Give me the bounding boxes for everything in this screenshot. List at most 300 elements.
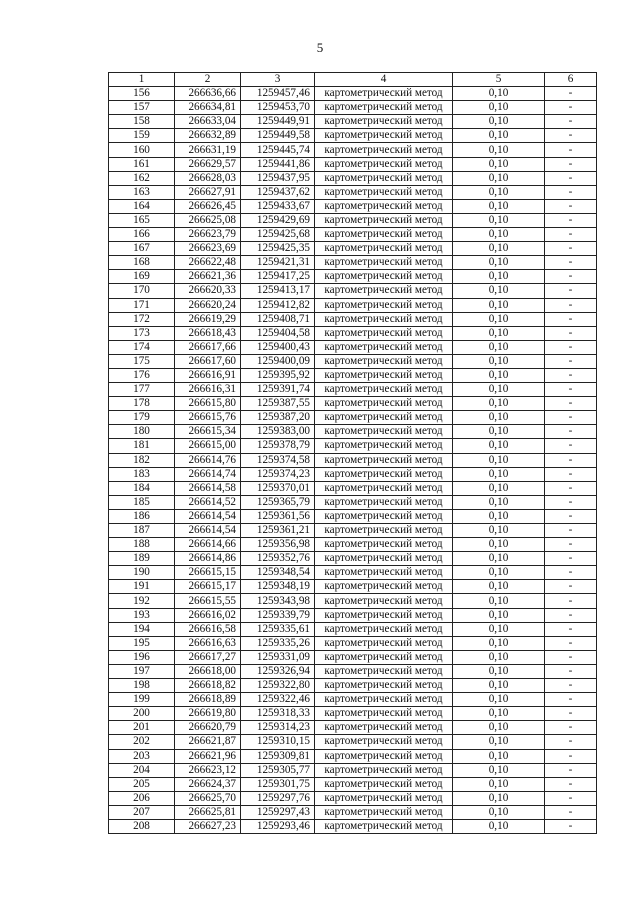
point-number-cell: 156 bbox=[109, 87, 175, 101]
x-coordinate-cell: 266619,29 bbox=[175, 312, 241, 326]
note-cell: - bbox=[545, 467, 597, 481]
y-coordinate-cell: 1259457,46 bbox=[241, 87, 315, 101]
x-coordinate-cell: 266614,66 bbox=[175, 538, 241, 552]
x-coordinate-cell: 266615,15 bbox=[175, 566, 241, 580]
accuracy-cell: 0,10 bbox=[453, 552, 545, 566]
note-cell: - bbox=[545, 580, 597, 594]
note-cell: - bbox=[545, 228, 597, 242]
point-number-cell: 165 bbox=[109, 213, 175, 227]
table-row bbox=[109, 481, 597, 495]
method-cell: картометрический метод bbox=[315, 805, 453, 819]
method-cell: картометрический метод bbox=[315, 524, 453, 538]
header-col-5: 5 bbox=[453, 73, 545, 87]
accuracy-cell: 0,10 bbox=[453, 228, 545, 242]
table-row bbox=[109, 185, 597, 199]
note-cell: - bbox=[545, 594, 597, 608]
table-row bbox=[109, 157, 597, 171]
accuracy-cell: 0,10 bbox=[453, 383, 545, 397]
note-cell: - bbox=[545, 495, 597, 509]
y-coordinate-cell: 1259445,74 bbox=[241, 143, 315, 157]
point-number-cell: 191 bbox=[109, 580, 175, 594]
point-number-cell: 204 bbox=[109, 763, 175, 777]
note-cell: - bbox=[545, 143, 597, 157]
point-number-cell: 207 bbox=[109, 805, 175, 819]
accuracy-cell: 0,10 bbox=[453, 735, 545, 749]
point-number-cell: 198 bbox=[109, 679, 175, 693]
accuracy-cell: 0,10 bbox=[453, 594, 545, 608]
x-coordinate-cell: 266616,58 bbox=[175, 622, 241, 636]
accuracy-cell: 0,10 bbox=[453, 622, 545, 636]
table-row bbox=[109, 707, 597, 721]
accuracy-cell: 0,10 bbox=[453, 87, 545, 101]
note-cell: - bbox=[545, 707, 597, 721]
table-row bbox=[109, 495, 597, 509]
y-coordinate-cell: 1259374,23 bbox=[241, 467, 315, 481]
y-coordinate-cell: 1259395,92 bbox=[241, 368, 315, 382]
method-cell: картометрический метод bbox=[315, 101, 453, 115]
point-number-cell: 171 bbox=[109, 298, 175, 312]
point-number-cell: 185 bbox=[109, 495, 175, 509]
x-coordinate-cell: 266626,45 bbox=[175, 199, 241, 213]
x-coordinate-cell: 266627,23 bbox=[175, 819, 241, 833]
method-cell: картометрический метод bbox=[315, 284, 453, 298]
accuracy-cell: 0,10 bbox=[453, 693, 545, 707]
x-coordinate-cell: 266625,70 bbox=[175, 791, 241, 805]
method-cell: картометрический метод bbox=[315, 213, 453, 227]
x-coordinate-cell: 266634,81 bbox=[175, 101, 241, 115]
table-row bbox=[109, 213, 597, 227]
note-cell: - bbox=[545, 538, 597, 552]
note-cell: - bbox=[545, 524, 597, 538]
table-row bbox=[109, 594, 597, 608]
method-cell: картометрический метод bbox=[315, 819, 453, 833]
point-number-cell: 186 bbox=[109, 509, 175, 523]
y-coordinate-cell: 1259310,15 bbox=[241, 735, 315, 749]
point-number-cell: 172 bbox=[109, 312, 175, 326]
accuracy-cell: 0,10 bbox=[453, 425, 545, 439]
point-number-cell: 189 bbox=[109, 552, 175, 566]
method-cell: картометрический метод bbox=[315, 707, 453, 721]
x-coordinate-cell: 266621,96 bbox=[175, 749, 241, 763]
coordinates-table bbox=[108, 72, 597, 834]
x-coordinate-cell: 266618,00 bbox=[175, 664, 241, 678]
note-cell: - bbox=[545, 566, 597, 580]
x-coordinate-cell: 266619,80 bbox=[175, 707, 241, 721]
table-row bbox=[109, 383, 597, 397]
method-cell: картометрический метод bbox=[315, 763, 453, 777]
method-cell: картометрический метод bbox=[315, 354, 453, 368]
header-col-4: 4 bbox=[315, 73, 453, 87]
y-coordinate-cell: 1259318,33 bbox=[241, 707, 315, 721]
point-number-cell: 208 bbox=[109, 819, 175, 833]
y-coordinate-cell: 1259348,19 bbox=[241, 580, 315, 594]
y-coordinate-cell: 1259309,81 bbox=[241, 749, 315, 763]
x-coordinate-cell: 266625,81 bbox=[175, 805, 241, 819]
point-number-cell: 161 bbox=[109, 157, 175, 171]
table-row bbox=[109, 411, 597, 425]
y-coordinate-cell: 1259453,70 bbox=[241, 101, 315, 115]
point-number-cell: 162 bbox=[109, 171, 175, 185]
note-cell: - bbox=[545, 481, 597, 495]
point-number-cell: 178 bbox=[109, 397, 175, 411]
accuracy-cell: 0,10 bbox=[453, 749, 545, 763]
y-coordinate-cell: 1259437,95 bbox=[241, 171, 315, 185]
note-cell: - bbox=[545, 411, 597, 425]
x-coordinate-cell: 266615,17 bbox=[175, 580, 241, 594]
y-coordinate-cell: 1259343,98 bbox=[241, 594, 315, 608]
method-cell: картометрический метод bbox=[315, 636, 453, 650]
note-cell: - bbox=[545, 608, 597, 622]
x-coordinate-cell: 266615,00 bbox=[175, 439, 241, 453]
table-row bbox=[109, 298, 597, 312]
table-row bbox=[109, 101, 597, 115]
table-row bbox=[109, 552, 597, 566]
point-number-cell: 166 bbox=[109, 228, 175, 242]
y-coordinate-cell: 1259322,46 bbox=[241, 693, 315, 707]
note-cell: - bbox=[545, 763, 597, 777]
point-number-cell: 197 bbox=[109, 664, 175, 678]
method-cell: картометрический метод bbox=[315, 439, 453, 453]
method-cell: картометрический метод bbox=[315, 509, 453, 523]
y-coordinate-cell: 1259322,80 bbox=[241, 679, 315, 693]
table-row bbox=[109, 354, 597, 368]
method-cell: картометрический метод bbox=[315, 749, 453, 763]
point-number-cell: 205 bbox=[109, 777, 175, 791]
accuracy-cell: 0,10 bbox=[453, 439, 545, 453]
y-coordinate-cell: 1259297,43 bbox=[241, 805, 315, 819]
table-row bbox=[109, 199, 597, 213]
table-row bbox=[109, 608, 597, 622]
table-row bbox=[109, 256, 597, 270]
x-coordinate-cell: 266617,66 bbox=[175, 340, 241, 354]
accuracy-cell: 0,10 bbox=[453, 270, 545, 284]
accuracy-cell: 0,10 bbox=[453, 242, 545, 256]
method-cell: картометрический метод bbox=[315, 242, 453, 256]
point-number-cell: 193 bbox=[109, 608, 175, 622]
accuracy-cell: 0,10 bbox=[453, 509, 545, 523]
y-coordinate-cell: 1259361,56 bbox=[241, 509, 315, 523]
method-cell: картометрический метод bbox=[315, 340, 453, 354]
point-number-cell: 174 bbox=[109, 340, 175, 354]
accuracy-cell: 0,10 bbox=[453, 397, 545, 411]
x-coordinate-cell: 266631,19 bbox=[175, 143, 241, 157]
x-coordinate-cell: 266623,12 bbox=[175, 763, 241, 777]
method-cell: картометрический метод bbox=[315, 199, 453, 213]
accuracy-cell: 0,10 bbox=[453, 763, 545, 777]
y-coordinate-cell: 1259297,76 bbox=[241, 791, 315, 805]
table-row bbox=[109, 326, 597, 340]
note-cell: - bbox=[545, 185, 597, 199]
method-cell: картометрический метод bbox=[315, 425, 453, 439]
table-row bbox=[109, 87, 597, 101]
method-cell: картометрический метод bbox=[315, 580, 453, 594]
accuracy-cell: 0,10 bbox=[453, 679, 545, 693]
method-cell: картометрический метод bbox=[315, 185, 453, 199]
y-coordinate-cell: 1259301,75 bbox=[241, 777, 315, 791]
note-cell: - bbox=[545, 326, 597, 340]
point-number-cell: 182 bbox=[109, 453, 175, 467]
accuracy-cell: 0,10 bbox=[453, 368, 545, 382]
accuracy-cell: 0,10 bbox=[453, 326, 545, 340]
table-row bbox=[109, 340, 597, 354]
note-cell: - bbox=[545, 664, 597, 678]
method-cell: картометрический метод bbox=[315, 777, 453, 791]
method-cell: картометрический метод bbox=[315, 87, 453, 101]
accuracy-cell: 0,10 bbox=[453, 538, 545, 552]
method-cell: картометрический метод bbox=[315, 129, 453, 143]
point-number-cell: 164 bbox=[109, 199, 175, 213]
accuracy-cell: 0,10 bbox=[453, 185, 545, 199]
point-number-cell: 175 bbox=[109, 354, 175, 368]
note-cell: - bbox=[545, 199, 597, 213]
point-number-cell: 181 bbox=[109, 439, 175, 453]
x-coordinate-cell: 266616,02 bbox=[175, 608, 241, 622]
method-cell: картометрический метод bbox=[315, 481, 453, 495]
note-cell: - bbox=[545, 721, 597, 735]
x-coordinate-cell: 266625,08 bbox=[175, 213, 241, 227]
table-row bbox=[109, 439, 597, 453]
note-cell: - bbox=[545, 397, 597, 411]
method-cell: картометрический метод bbox=[315, 608, 453, 622]
method-cell: картометрический метод bbox=[315, 495, 453, 509]
x-coordinate-cell: 266618,43 bbox=[175, 326, 241, 340]
y-coordinate-cell: 1259383,00 bbox=[241, 425, 315, 439]
note-cell: - bbox=[545, 115, 597, 129]
y-coordinate-cell: 1259339,79 bbox=[241, 608, 315, 622]
point-number-cell: 168 bbox=[109, 256, 175, 270]
point-number-cell: 159 bbox=[109, 129, 175, 143]
note-cell: - bbox=[545, 425, 597, 439]
accuracy-cell: 0,10 bbox=[453, 453, 545, 467]
x-coordinate-cell: 266623,79 bbox=[175, 228, 241, 242]
point-number-cell: 188 bbox=[109, 538, 175, 552]
note-cell: - bbox=[545, 101, 597, 115]
method-cell: картометрический метод bbox=[315, 256, 453, 270]
accuracy-cell: 0,10 bbox=[453, 298, 545, 312]
method-cell: картометрический метод bbox=[315, 383, 453, 397]
x-coordinate-cell: 266615,34 bbox=[175, 425, 241, 439]
table-row bbox=[109, 467, 597, 481]
x-coordinate-cell: 266629,57 bbox=[175, 157, 241, 171]
point-number-cell: 177 bbox=[109, 383, 175, 397]
table-body bbox=[109, 87, 597, 834]
x-coordinate-cell: 266615,76 bbox=[175, 411, 241, 425]
method-cell: картометрический метод bbox=[315, 453, 453, 467]
accuracy-cell: 0,10 bbox=[453, 721, 545, 735]
x-coordinate-cell: 266620,79 bbox=[175, 721, 241, 735]
accuracy-cell: 0,10 bbox=[453, 256, 545, 270]
y-coordinate-cell: 1259400,43 bbox=[241, 340, 315, 354]
note-cell: - bbox=[545, 679, 597, 693]
accuracy-cell: 0,10 bbox=[453, 650, 545, 664]
note-cell: - bbox=[545, 622, 597, 636]
header-col-1: 1 bbox=[109, 73, 175, 87]
accuracy-cell: 0,10 bbox=[453, 791, 545, 805]
point-number-cell: 199 bbox=[109, 693, 175, 707]
y-coordinate-cell: 1259387,55 bbox=[241, 397, 315, 411]
x-coordinate-cell: 266632,89 bbox=[175, 129, 241, 143]
note-cell: - bbox=[545, 87, 597, 101]
y-coordinate-cell: 1259421,31 bbox=[241, 256, 315, 270]
point-number-cell: 170 bbox=[109, 284, 175, 298]
method-cell: картометрический метод bbox=[315, 397, 453, 411]
note-cell: - bbox=[545, 340, 597, 354]
table-row bbox=[109, 777, 597, 791]
method-cell: картометрический метод bbox=[315, 664, 453, 678]
method-cell: картометрический метод bbox=[315, 791, 453, 805]
table-row bbox=[109, 622, 597, 636]
x-coordinate-cell: 266617,60 bbox=[175, 354, 241, 368]
table-row bbox=[109, 270, 597, 284]
table-row bbox=[109, 509, 597, 523]
y-coordinate-cell: 1259305,77 bbox=[241, 763, 315, 777]
accuracy-cell: 0,10 bbox=[453, 805, 545, 819]
table-row bbox=[109, 763, 597, 777]
table-row bbox=[109, 679, 597, 693]
method-cell: картометрический метод bbox=[315, 467, 453, 481]
x-coordinate-cell: 266614,58 bbox=[175, 481, 241, 495]
y-coordinate-cell: 1259331,09 bbox=[241, 650, 315, 664]
point-number-cell: 184 bbox=[109, 481, 175, 495]
note-cell: - bbox=[545, 693, 597, 707]
point-number-cell: 160 bbox=[109, 143, 175, 157]
y-coordinate-cell: 1259335,26 bbox=[241, 636, 315, 650]
accuracy-cell: 0,10 bbox=[453, 566, 545, 580]
x-coordinate-cell: 266615,80 bbox=[175, 397, 241, 411]
y-coordinate-cell: 1259417,25 bbox=[241, 270, 315, 284]
method-cell: картометрический метод bbox=[315, 693, 453, 707]
accuracy-cell: 0,10 bbox=[453, 495, 545, 509]
table-row bbox=[109, 721, 597, 735]
method-cell: картометрический метод bbox=[315, 650, 453, 664]
accuracy-cell: 0,10 bbox=[453, 481, 545, 495]
accuracy-cell: 0,10 bbox=[453, 284, 545, 298]
table-row bbox=[109, 397, 597, 411]
accuracy-cell: 0,10 bbox=[453, 777, 545, 791]
x-coordinate-cell: 266617,27 bbox=[175, 650, 241, 664]
method-cell: картометрический метод bbox=[315, 622, 453, 636]
method-cell: картометрический метод bbox=[315, 538, 453, 552]
point-number-cell: 157 bbox=[109, 101, 175, 115]
note-cell: - bbox=[545, 368, 597, 382]
y-coordinate-cell: 1259400,09 bbox=[241, 354, 315, 368]
method-cell: картометрический метод bbox=[315, 594, 453, 608]
y-coordinate-cell: 1259361,21 bbox=[241, 524, 315, 538]
x-coordinate-cell: 266620,24 bbox=[175, 298, 241, 312]
accuracy-cell: 0,10 bbox=[453, 707, 545, 721]
x-coordinate-cell: 266627,91 bbox=[175, 185, 241, 199]
method-cell: картометрический метод bbox=[315, 721, 453, 735]
point-number-cell: 196 bbox=[109, 650, 175, 664]
table-row bbox=[109, 129, 597, 143]
x-coordinate-cell: 266614,54 bbox=[175, 524, 241, 538]
point-number-cell: 200 bbox=[109, 707, 175, 721]
note-cell: - bbox=[545, 129, 597, 143]
x-coordinate-cell: 266616,63 bbox=[175, 636, 241, 650]
y-coordinate-cell: 1259404,58 bbox=[241, 326, 315, 340]
point-number-cell: 179 bbox=[109, 411, 175, 425]
point-number-cell: 190 bbox=[109, 566, 175, 580]
point-number-cell: 202 bbox=[109, 735, 175, 749]
point-number-cell: 192 bbox=[109, 594, 175, 608]
point-number-cell: 187 bbox=[109, 524, 175, 538]
method-cell: картометрический метод bbox=[315, 552, 453, 566]
header-col-2: 2 bbox=[175, 73, 241, 87]
method-cell: картометрический метод bbox=[315, 157, 453, 171]
table-row bbox=[109, 524, 597, 538]
table-header-row bbox=[109, 73, 597, 87]
point-number-cell: 176 bbox=[109, 368, 175, 382]
header-col-6: 6 bbox=[545, 73, 597, 87]
accuracy-cell: 0,10 bbox=[453, 312, 545, 326]
y-coordinate-cell: 1259412,82 bbox=[241, 298, 315, 312]
x-coordinate-cell: 266636,66 bbox=[175, 87, 241, 101]
y-coordinate-cell: 1259370,01 bbox=[241, 481, 315, 495]
method-cell: картометрический метод bbox=[315, 298, 453, 312]
note-cell: - bbox=[545, 213, 597, 227]
x-coordinate-cell: 266618,82 bbox=[175, 679, 241, 693]
table-row bbox=[109, 538, 597, 552]
point-number-cell: 201 bbox=[109, 721, 175, 735]
note-cell: - bbox=[545, 383, 597, 397]
y-coordinate-cell: 1259429,69 bbox=[241, 213, 315, 227]
note-cell: - bbox=[545, 270, 597, 284]
note-cell: - bbox=[545, 171, 597, 185]
point-number-cell: 158 bbox=[109, 115, 175, 129]
table-row bbox=[109, 636, 597, 650]
table-row bbox=[109, 735, 597, 749]
accuracy-cell: 0,10 bbox=[453, 213, 545, 227]
note-cell: - bbox=[545, 242, 597, 256]
accuracy-cell: 0,10 bbox=[453, 524, 545, 538]
y-coordinate-cell: 1259365,79 bbox=[241, 495, 315, 509]
point-number-cell: 183 bbox=[109, 467, 175, 481]
point-number-cell: 194 bbox=[109, 622, 175, 636]
note-cell: - bbox=[545, 453, 597, 467]
table-row bbox=[109, 453, 597, 467]
accuracy-cell: 0,10 bbox=[453, 157, 545, 171]
y-coordinate-cell: 1259413,17 bbox=[241, 284, 315, 298]
table-row bbox=[109, 284, 597, 298]
accuracy-cell: 0,10 bbox=[453, 467, 545, 481]
point-number-cell: 203 bbox=[109, 749, 175, 763]
point-number-cell: 167 bbox=[109, 242, 175, 256]
x-coordinate-cell: 266621,87 bbox=[175, 735, 241, 749]
table-row bbox=[109, 819, 597, 833]
method-cell: картометрический метод bbox=[315, 735, 453, 749]
accuracy-cell: 0,10 bbox=[453, 608, 545, 622]
y-coordinate-cell: 1259348,54 bbox=[241, 566, 315, 580]
method-cell: картометрический метод bbox=[315, 368, 453, 382]
table-row bbox=[109, 580, 597, 594]
x-coordinate-cell: 266624,37 bbox=[175, 777, 241, 791]
y-coordinate-cell: 1259335,61 bbox=[241, 622, 315, 636]
accuracy-cell: 0,10 bbox=[453, 199, 545, 213]
y-coordinate-cell: 1259408,71 bbox=[241, 312, 315, 326]
accuracy-cell: 0,10 bbox=[453, 101, 545, 115]
table-row bbox=[109, 749, 597, 763]
x-coordinate-cell: 266614,54 bbox=[175, 509, 241, 523]
note-cell: - bbox=[545, 805, 597, 819]
method-cell: картометрический метод bbox=[315, 326, 453, 340]
point-number-cell: 206 bbox=[109, 791, 175, 805]
x-coordinate-cell: 266620,33 bbox=[175, 284, 241, 298]
y-coordinate-cell: 1259449,91 bbox=[241, 115, 315, 129]
table-row bbox=[109, 425, 597, 439]
y-coordinate-cell: 1259437,62 bbox=[241, 185, 315, 199]
note-cell: - bbox=[545, 312, 597, 326]
note-cell: - bbox=[545, 650, 597, 664]
